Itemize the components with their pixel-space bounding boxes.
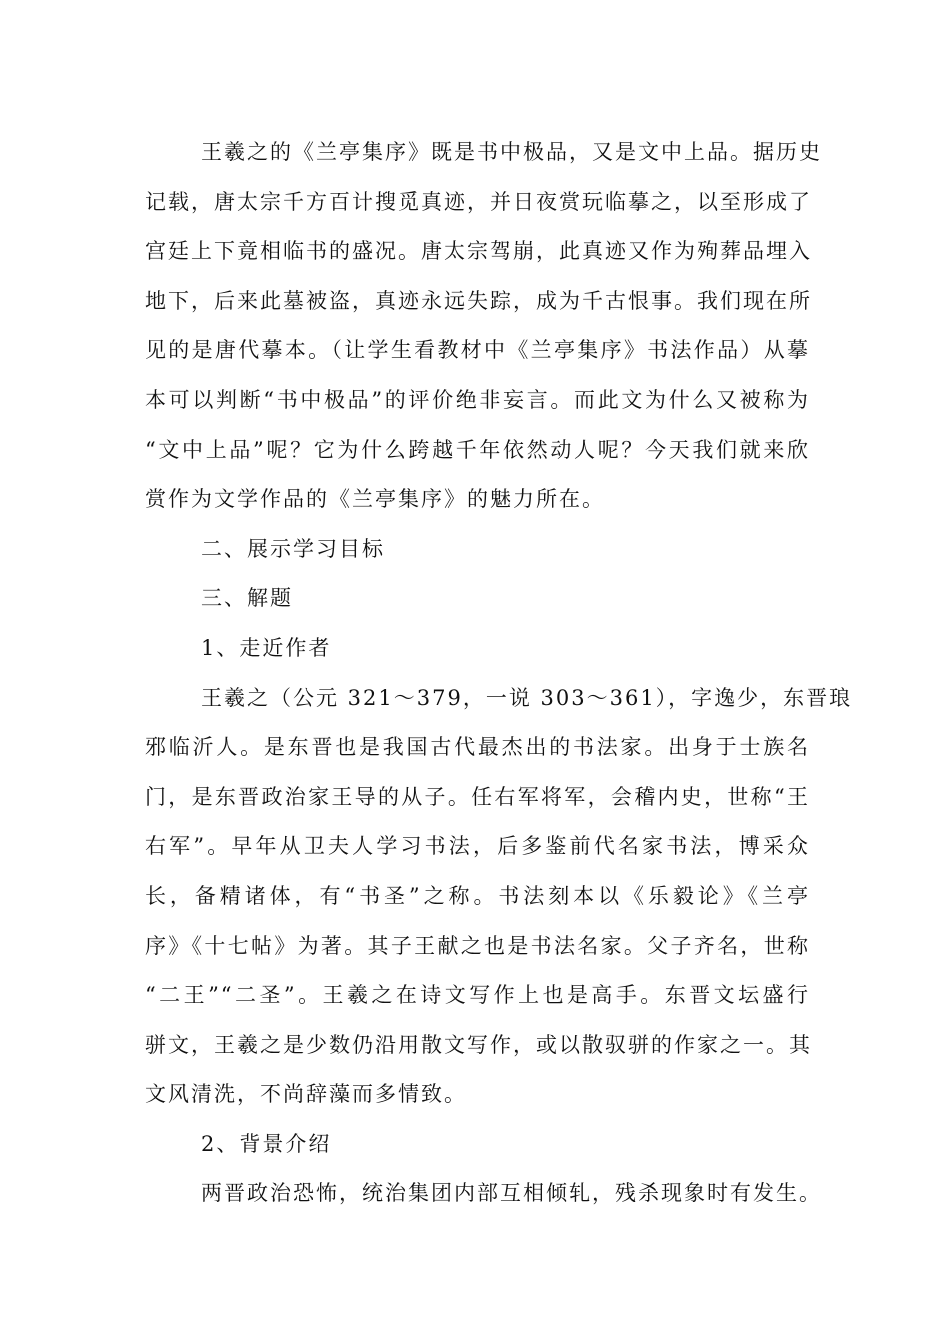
section-heading: 三、解题 (201, 586, 293, 611)
heading-background (145, 1120, 810, 1170)
subsection-heading: 2、背景介绍 (201, 1131, 332, 1156)
paragraph-intro (145, 128, 822, 525)
text-line: 见的是唐代摹本。（让学生看教材中《兰亭集序》书法作品）从摹 (145, 338, 810, 363)
text-line: 两晋政治恐怖，统治集团内部互相倾轧，残杀现象时有发生。 (201, 1181, 822, 1206)
text-line: 邪临沂人。是东晋也是我国古代最杰出的书法家。出身于士族名 (145, 735, 810, 760)
text-line: 序》《十七帖》为著。其子王献之也是书法名家。父子齐名，世称 (145, 933, 810, 958)
text-line: 门，是东晋政治家王导的从子。任右军将军，会稽内史，世称“王 (145, 784, 810, 809)
text-line: “文中上品”呢？它为什么跨越千年依然动人呢？今天我们就来欣 (145, 437, 810, 462)
text-line: 宫廷上下竟相临书的盛况。唐太宗驾崩，此真迹又作为殉葬品埋入 (145, 239, 812, 264)
text-line: 王羲之（公元 321～379，一说 303～361），字逸少，东晋琅 (201, 685, 853, 710)
text-line: 赏作为文学作品的《兰亭集序》的魅力所在。 (145, 487, 605, 512)
section-heading: 二、展示学习目标 (201, 536, 385, 561)
document-body (145, 128, 853, 1219)
heading-learning-goals (145, 525, 810, 575)
text-line: 王羲之的《兰亭集序》既是书中极品，又是文中上品。据历史 (201, 140, 822, 164)
text-line: 右军”。早年从卫夫人学习书法，后多鉴前代名家书法，博采众 (145, 834, 810, 859)
text-line: “二王”“二圣”。王羲之在诗文写作上也是高手。东晋文坛盛行 (145, 983, 810, 1008)
text-line: 地下，后来此墓被盗，真迹永远失踪，成为千古恨事。我们现在所 (145, 288, 812, 313)
paragraph-background (145, 1169, 822, 1219)
text-line: 记载，唐太宗千方百计搜觅真迹，并日夜赏玩临摹之，以至形成了 (145, 189, 812, 214)
paragraph-author-bio (145, 674, 853, 1120)
heading-title-explanation (145, 574, 810, 624)
subsection-heading: 1、走近作者 (201, 635, 332, 660)
text-line: 骈文，王羲之是少数仍沿用散文写作，或以散驭骈的作家之一。其 (145, 1032, 812, 1057)
text-line: 长，备精诸体，有“书圣”之称。书法刻本以《乐毅论》《兰亭 (145, 883, 810, 908)
text-line: 本可以判断“书中极品”的评价绝非妄言。而此文为什么又被称为 (145, 387, 810, 412)
heading-about-author (145, 624, 810, 674)
text-line: 文风清洗，不尚辞藻而多情致。 (145, 1082, 467, 1107)
